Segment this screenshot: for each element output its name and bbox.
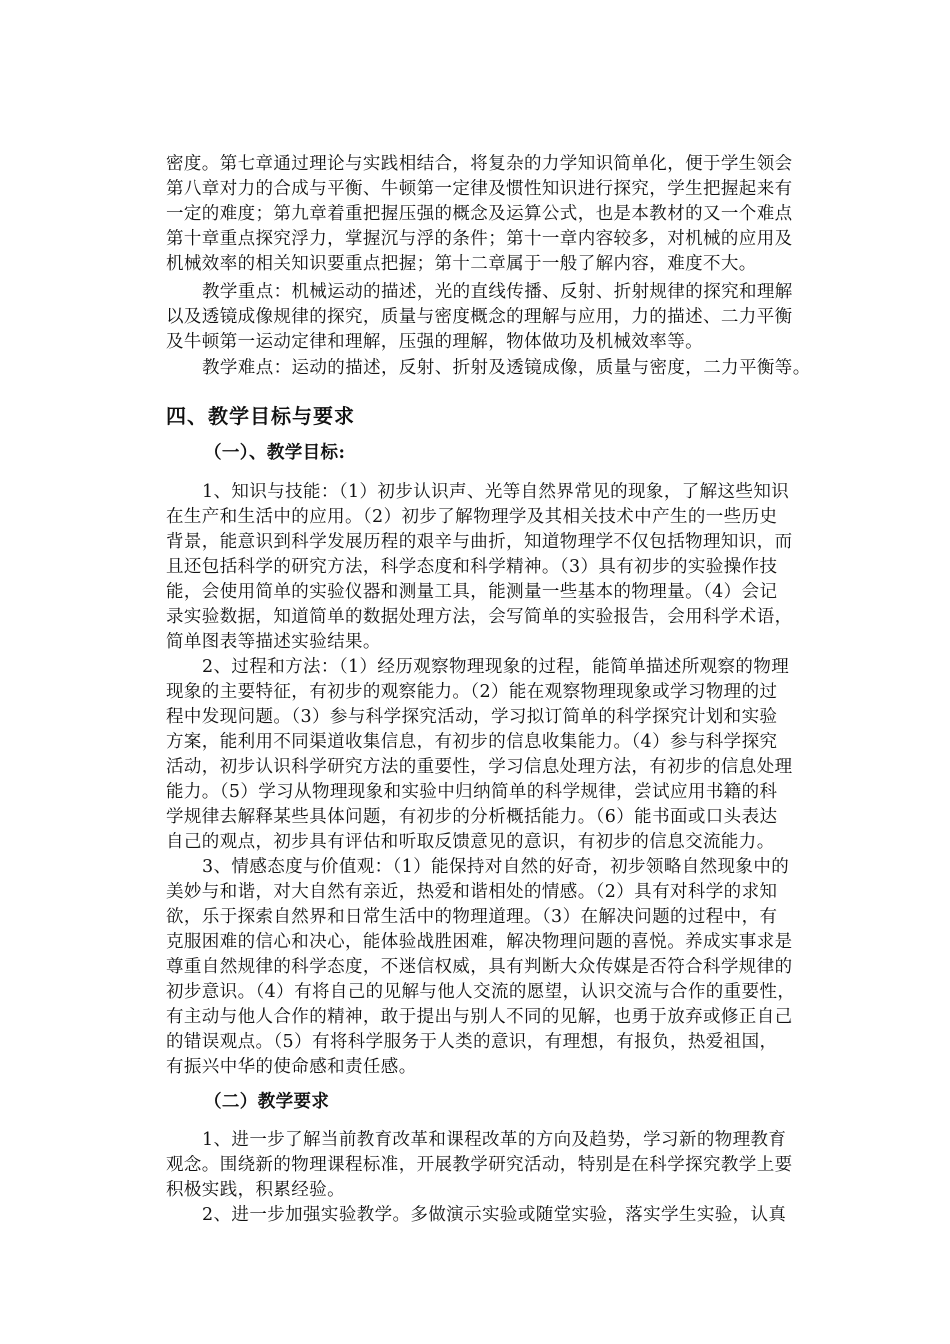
text-line: 简单图表等描述实验结果。 <box>166 632 381 652</box>
requirements-subheading: （二）教学要求 <box>204 1092 330 1112</box>
text-line: 能力。（5）学习从物理现象和实验中归纳简单的科学规律，尝试应用书籍的科 <box>166 782 778 802</box>
difficulties-paragraph: 教学难点：运动的描述，反射、折射及透镜成像，质量与密度，二力平衡等。 <box>202 358 811 378</box>
text-line: 积极实践，积累经验。 <box>166 1180 345 1200</box>
text-line: 且还包括科学的研究方法，科学态度和科学精神。（3）具有初步的实验操作技 <box>166 557 778 577</box>
text-line: 有振兴中华的使命感和责任感。 <box>166 1057 417 1077</box>
text-line: 机械效率的相关知识要重点把握；第十二章属于一般了解内容，难度不大。 <box>166 254 757 274</box>
text-line: 观念。围绕新的物理课程标准，开展教学研究活动，特别是在科学探究教学上要 <box>166 1155 793 1175</box>
goals-subheading: （一）、教学目标: <box>204 443 346 463</box>
text-line: 录实验数据，知道简单的数据处理方法，会写简单的实验报告，会用科学术语， <box>166 607 793 627</box>
text-line: 1、知识与技能：（1）初步认识声、光等自然界常见的现象，了解这些知识 <box>202 482 790 502</box>
text-line: 1、进一步了解当前教育改革和课程改革的方向及趋势，学习新的物理教育 <box>202 1130 787 1150</box>
text-line: 3、情感态度与价值观：（1）能保持对自然的好奇，初步领略自然现象中的 <box>202 857 790 877</box>
text-line: 2、过程和方法：（1）经历观察物理现象的过程，能简单描述所观察的物理 <box>202 657 790 677</box>
text-line: 教学重点：机械运动的描述，光的直线传播、反射、折射规律的探究和理解 <box>202 282 793 302</box>
text-line: 尊重自然规律的科学态度，不迷信权威，具有判断大众传媒是否符合科学规律的 <box>166 957 793 977</box>
text-line: 克服困难的信心和决心，能体验战胜困难，解决物理问题的喜悦。养成实事求是 <box>166 932 793 952</box>
text-line: 一定的难度；第九章着重把握压强的概念及运算公式，也是本教材的又一个难点 <box>166 204 793 224</box>
text-line: 密度。第七章通过理论与实践相结合，将复杂的力学知识简单化，便于学生领会 <box>166 154 793 174</box>
text-line: 活动，初步认识科学研究方法的重要性，学习信息处理方法，有初步的信息处理 <box>166 757 793 777</box>
text-line: 背景，能意识到科学发展历程的艰辛与曲折，知道物理学不仅包括物理知识，而 <box>166 532 793 552</box>
text-line: 自己的观点，初步具有评估和听取反馈意见的意识，有初步的信息交流能力。 <box>166 832 775 852</box>
text-line: 有主动与他人合作的精神，敢于提出与别人不同的见解，也勇于放弃或修正自己 <box>166 1007 793 1027</box>
text-line: 能，会使用简单的实验仪器和测量工具，能测量一些基本的物理量。（4）会记 <box>166 582 778 602</box>
text-line: 初步意识。（4）有将自己的见解与他人交流的愿望，认识交流与合作的重要性， <box>166 982 796 1002</box>
text-line: 方案，能利用不同渠道收集信息，有初步的信息收集能力。（4）参与科学探究 <box>166 732 778 752</box>
text-line: 以及透镜成像规律的探究，质量与密度概念的理解与应用，力的描述、二力平衡 <box>166 307 793 327</box>
text-line: 的错误观点。（5）有将科学服务于人类的意识，有理想，有报负，热爱祖国， <box>166 1032 778 1052</box>
text-line: 程中发现问题。（3）参与科学探究活动，学习拟订简单的科学探究计划和实验 <box>166 707 778 727</box>
text-line: 第八章对力的合成与平衡、牛顿第一定律及惯性知识进行探究，学生把握起来有 <box>166 179 793 199</box>
text-line: 2、进一步加强实验教学。多做演示实验或随堂实验，落实学生实验，认真 <box>202 1205 787 1225</box>
text-line: 在生产和生活中的应用。（2）初步了解物理学及其相关技术中产生的一些历史 <box>166 507 778 527</box>
section-heading: 四、教学目标与要求 <box>166 404 355 428</box>
text-line: 第十章重点探究浮力，掌握沉与浮的条件；第十一章内容较多，对机械的应用及 <box>166 229 793 249</box>
text-line: 学规律去解释某些具体问题，有初步的分析概括能力。（6）能书面或口头表达 <box>166 807 778 827</box>
text-line: 美妙与和谐，对大自然有亲近，热爱和谐相处的情感。（2）具有对科学的求知 <box>166 882 778 902</box>
text-line: 欲，乐于探索自然界和日常生活中的物理道理。（3）在解决问题的过程中，有 <box>166 907 778 927</box>
text-line: 现象的主要特征，有初步的观察能力。（2）能在观察物理现象或学习物理的过 <box>166 682 778 702</box>
text-line: 及牛顿第一运动定律和理解，压强的理解，物体做功及机械效率等。 <box>166 332 703 352</box>
